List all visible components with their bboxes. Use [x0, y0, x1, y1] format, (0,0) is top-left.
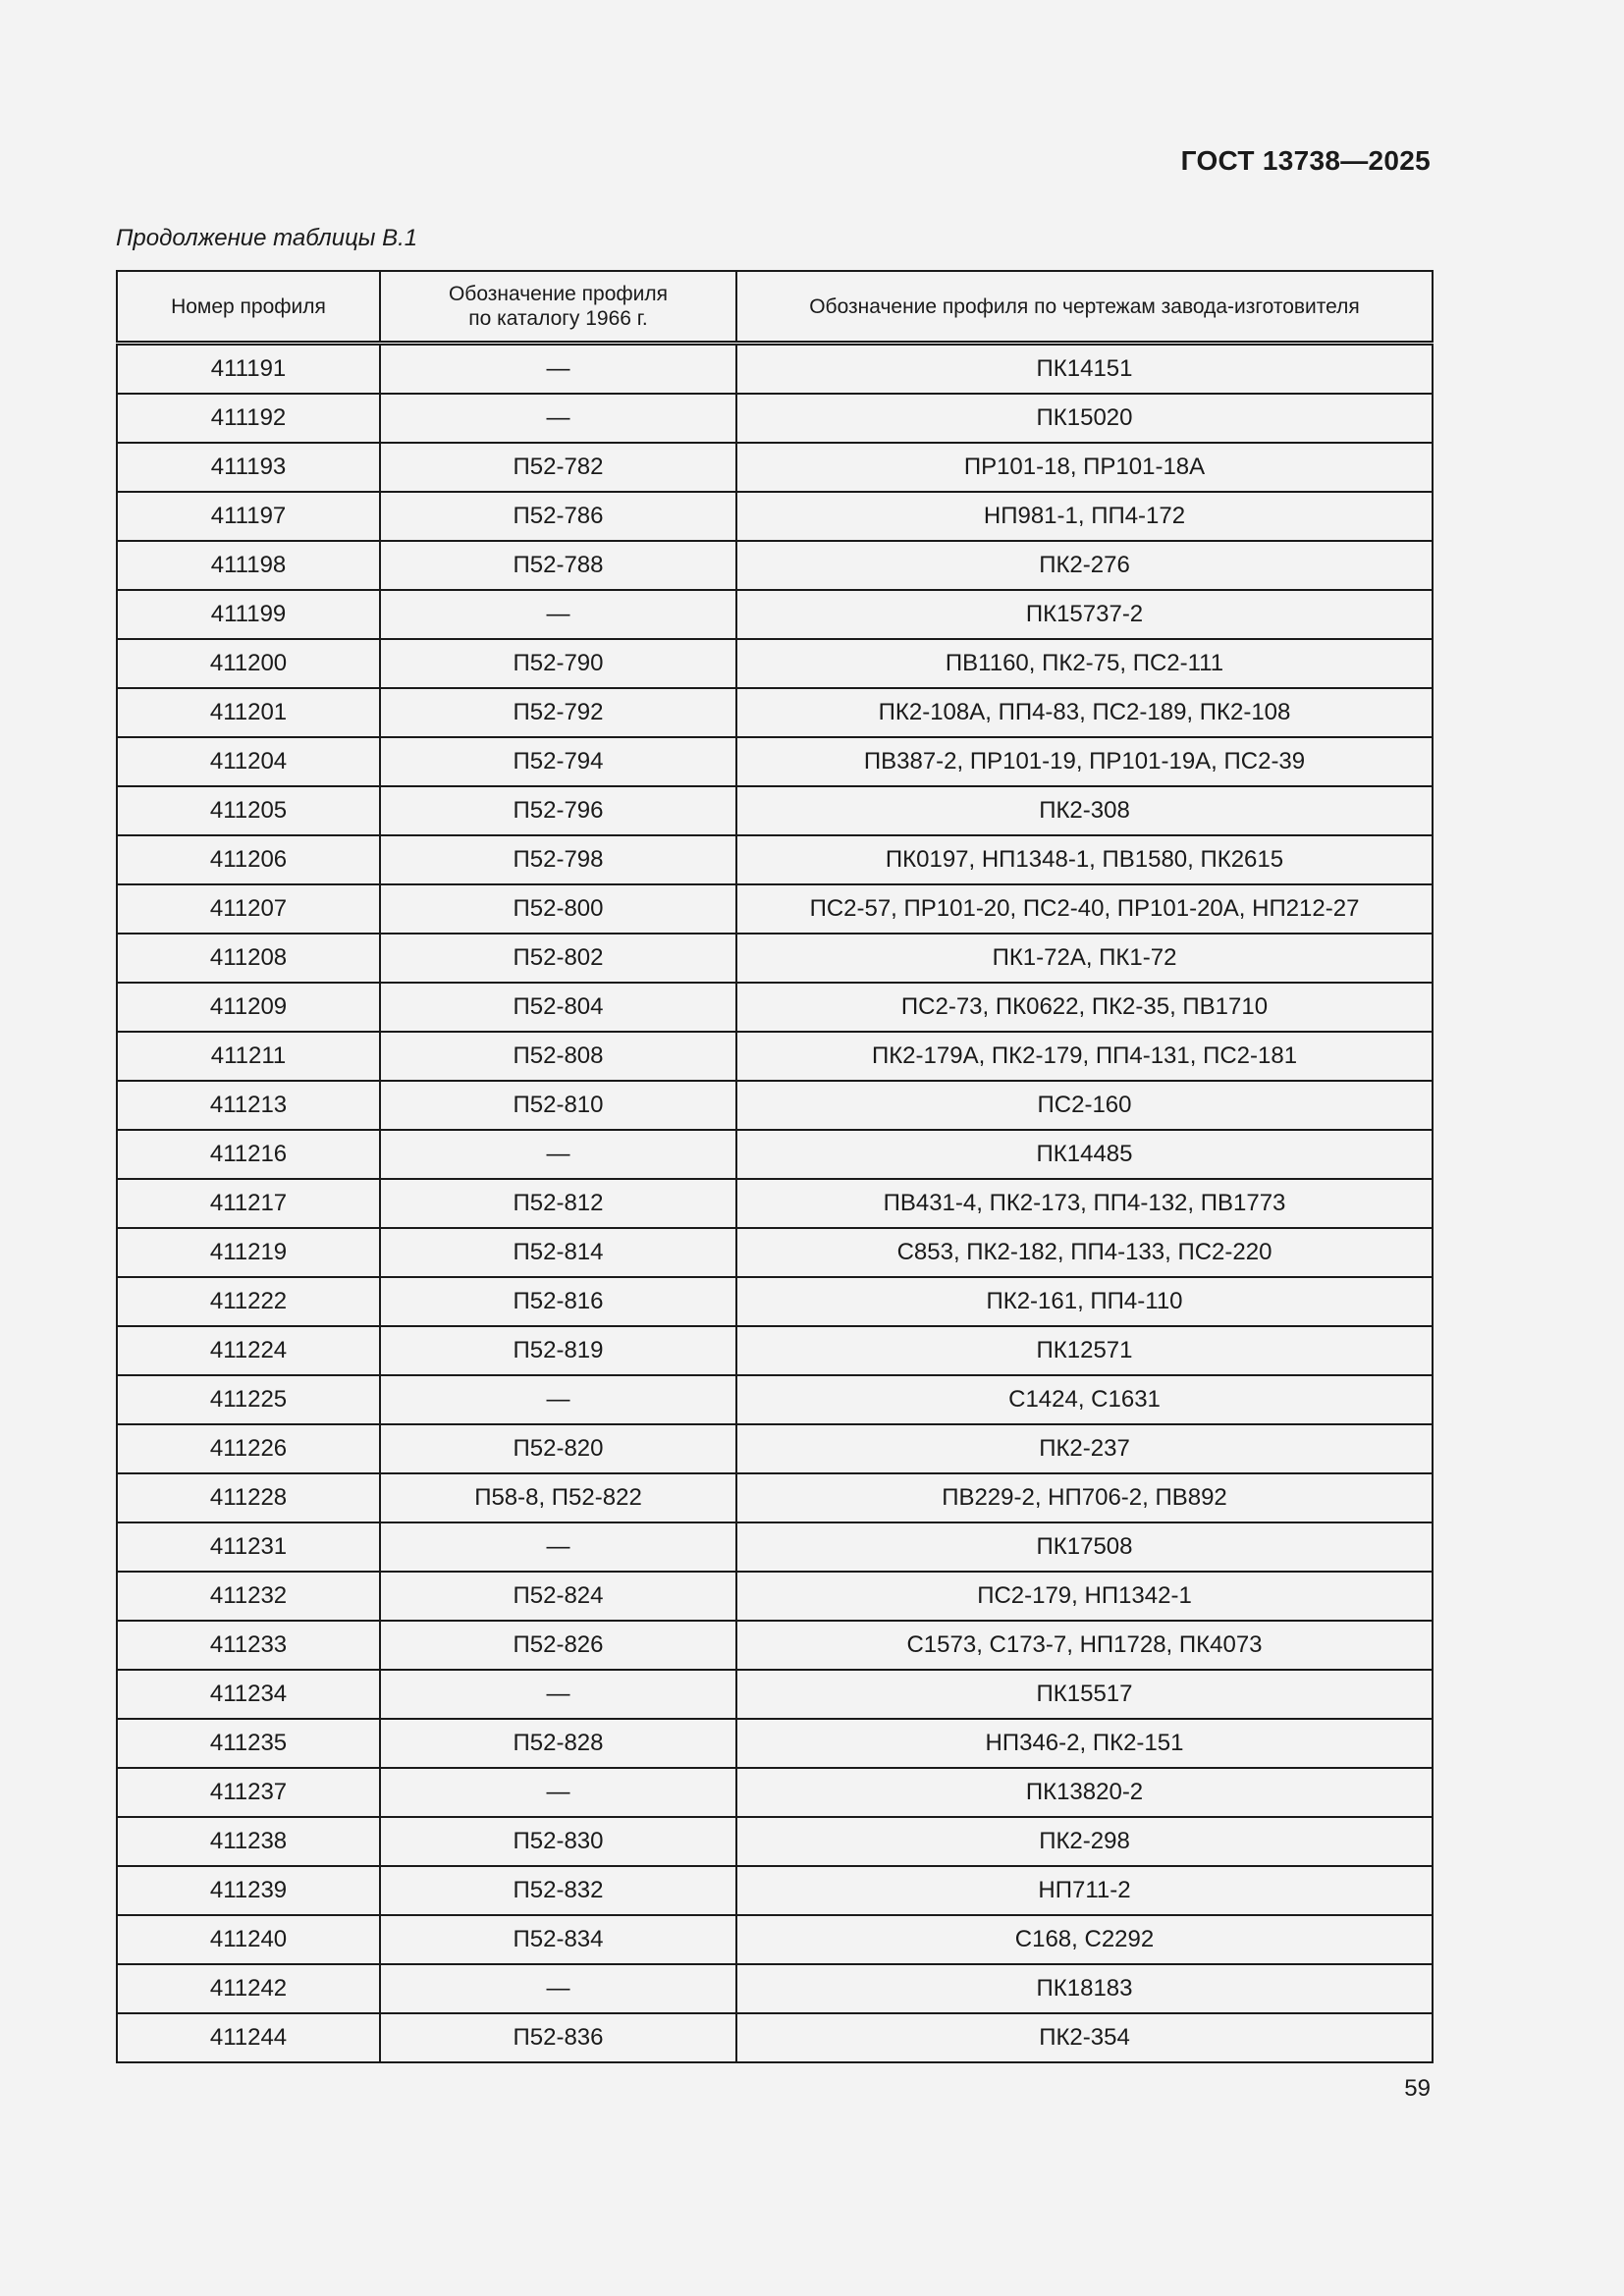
table-row — [117, 1817, 1433, 1866]
document-code: ГОСТ 13738—2025 — [1180, 145, 1431, 176]
cell-factory-drawings: ПК2-354 — [736, 2013, 1433, 2062]
table-row — [117, 786, 1433, 835]
cell-factory-drawings: ПК2-298 — [736, 1817, 1433, 1866]
table-row — [117, 884, 1433, 934]
cell-catalog-1966: П52-834 — [380, 1915, 736, 1964]
cell-profile-number: 411204 — [117, 737, 380, 786]
cell-profile-number: 411239 — [117, 1866, 380, 1915]
cell-catalog-1966: П52-816 — [380, 1277, 736, 1326]
cell-profile-number: 411213 — [117, 1081, 380, 1130]
cell-factory-drawings: ПК14485 — [736, 1130, 1433, 1179]
cell-catalog-1966: П52-790 — [380, 639, 736, 688]
cell-catalog-1966: — — [380, 1375, 736, 1424]
cell-catalog-1966: П52-800 — [380, 884, 736, 934]
cell-factory-drawings: С1573, С173-7, НП1728, ПК4073 — [736, 1621, 1433, 1670]
cell-factory-drawings: ПК12571 — [736, 1326, 1433, 1375]
table-row — [117, 344, 1433, 395]
table-body — [117, 344, 1433, 2063]
cell-catalog-1966: П52-828 — [380, 1719, 736, 1768]
profiles-table — [116, 270, 1434, 2063]
cell-factory-drawings: НП981-1, ПП4-172 — [736, 492, 1433, 541]
table-row — [117, 934, 1433, 983]
cell-profile-number: 411192 — [117, 394, 380, 443]
cell-catalog-1966: П52-782 — [380, 443, 736, 492]
table-row — [117, 2013, 1433, 2062]
cell-factory-drawings: ПК15737-2 — [736, 590, 1433, 639]
cell-catalog-1966: П52-796 — [380, 786, 736, 835]
cell-profile-number: 411217 — [117, 1179, 380, 1228]
table-row — [117, 541, 1433, 590]
cell-catalog-1966: — — [380, 1130, 736, 1179]
cell-catalog-1966: П52-824 — [380, 1572, 736, 1621]
cell-profile-number: 411206 — [117, 835, 380, 884]
cell-factory-drawings: ПК18183 — [736, 1964, 1433, 2013]
cell-profile-number: 411231 — [117, 1522, 380, 1572]
cell-factory-drawings: ПК1-72А, ПК1-72 — [736, 934, 1433, 983]
cell-factory-drawings: ПК13820-2 — [736, 1768, 1433, 1817]
table-row — [117, 443, 1433, 492]
cell-profile-number: 411244 — [117, 2013, 380, 2062]
cell-profile-number: 411200 — [117, 639, 380, 688]
cell-factory-drawings: ПК15517 — [736, 1670, 1433, 1719]
table-row — [117, 1081, 1433, 1130]
header-row — [117, 271, 1433, 344]
cell-factory-drawings: ПК14151 — [736, 344, 1433, 395]
cell-factory-drawings: ПВ229-2, НП706-2, ПВ892 — [736, 1473, 1433, 1522]
page-number: 59 — [1404, 2075, 1431, 2102]
cell-factory-drawings: ПВ387-2, ПР101-19, ПР101-19А, ПС2-39 — [736, 737, 1433, 786]
cell-profile-number: 411237 — [117, 1768, 380, 1817]
cell-factory-drawings: ПК2-179А, ПК2-179, ПП4-131, ПС2-181 — [736, 1032, 1433, 1081]
cell-profile-number: 411207 — [117, 884, 380, 934]
table-row — [117, 492, 1433, 541]
cell-profile-number: 411242 — [117, 1964, 380, 2013]
table-row — [117, 394, 1433, 443]
cell-profile-number: 411224 — [117, 1326, 380, 1375]
cell-catalog-1966: П52-830 — [380, 1817, 736, 1866]
cell-profile-number: 411226 — [117, 1424, 380, 1473]
table-row — [117, 1130, 1433, 1179]
table-row — [117, 639, 1433, 688]
cell-profile-number: 411197 — [117, 492, 380, 541]
cell-factory-drawings: ПК2-161, ПП4-110 — [736, 1277, 1433, 1326]
table-caption: Продолжение таблицы В.1 — [116, 225, 418, 251]
cell-factory-drawings: ПК0197, НП1348-1, ПВ1580, ПК2615 — [736, 835, 1433, 884]
table-row — [117, 1277, 1433, 1326]
cell-factory-drawings: ПК17508 — [736, 1522, 1433, 1572]
table-row — [117, 1473, 1433, 1522]
cell-catalog-1966: П52-812 — [380, 1179, 736, 1228]
cell-factory-drawings: С853, ПК2-182, ПП4-133, ПС2-220 — [736, 1228, 1433, 1277]
cell-profile-number: 411208 — [117, 934, 380, 983]
cell-profile-number: 411198 — [117, 541, 380, 590]
cell-profile-number: 411205 — [117, 786, 380, 835]
cell-profile-number: 411235 — [117, 1719, 380, 1768]
table-row — [117, 1179, 1433, 1228]
cell-catalog-1966: — — [380, 590, 736, 639]
cell-catalog-1966: П52-826 — [380, 1621, 736, 1670]
column-header-profile-number: Номер профиля — [117, 271, 380, 344]
table-row — [117, 1032, 1433, 1081]
cell-catalog-1966: П52-804 — [380, 983, 736, 1032]
cell-profile-number: 411233 — [117, 1621, 380, 1670]
cell-factory-drawings: ПК2-108А, ПП4-83, ПС2-189, ПК2-108 — [736, 688, 1433, 737]
table-row — [117, 983, 1433, 1032]
table-row — [117, 1719, 1433, 1768]
cell-profile-number: 411209 — [117, 983, 380, 1032]
cell-profile-number: 411193 — [117, 443, 380, 492]
table-row — [117, 590, 1433, 639]
cell-profile-number: 411232 — [117, 1572, 380, 1621]
column-header-catalog-1966-text: Обозначение профиля по каталогу 1966 г. — [448, 283, 669, 330]
cell-catalog-1966: — — [380, 394, 736, 443]
cell-factory-drawings: ПС2-160 — [736, 1081, 1433, 1130]
cell-catalog-1966: П52-810 — [380, 1081, 736, 1130]
cell-catalog-1966: П52-798 — [380, 835, 736, 884]
cell-catalog-1966: П52-794 — [380, 737, 736, 786]
cell-profile-number: 411211 — [117, 1032, 380, 1081]
cell-catalog-1966: — — [380, 1768, 736, 1817]
cell-profile-number: 411201 — [117, 688, 380, 737]
cell-catalog-1966: П52-832 — [380, 1866, 736, 1915]
table-row — [117, 1375, 1433, 1424]
cell-catalog-1966: — — [380, 1522, 736, 1572]
cell-factory-drawings: ПВ1160, ПК2-75, ПС2-111 — [736, 639, 1433, 688]
cell-profile-number: 411191 — [117, 344, 380, 395]
cell-catalog-1966: П52-814 — [380, 1228, 736, 1277]
table-row — [117, 835, 1433, 884]
cell-factory-drawings: С168, С2292 — [736, 1915, 1433, 1964]
cell-profile-number: 411238 — [117, 1817, 380, 1866]
table-row — [117, 688, 1433, 737]
table-row — [117, 1964, 1433, 2013]
cell-profile-number: 411199 — [117, 590, 380, 639]
cell-profile-number: 411219 — [117, 1228, 380, 1277]
table-row — [117, 1621, 1433, 1670]
cell-factory-drawings: НП346-2, ПК2-151 — [736, 1719, 1433, 1768]
cell-factory-drawings: ПС2-73, ПК0622, ПК2-35, ПВ1710 — [736, 983, 1433, 1032]
cell-catalog-1966: П52-802 — [380, 934, 736, 983]
cell-profile-number: 411216 — [117, 1130, 380, 1179]
cell-profile-number: 411228 — [117, 1473, 380, 1522]
cell-catalog-1966: П52-819 — [380, 1326, 736, 1375]
cell-factory-drawings: С1424, С1631 — [736, 1375, 1433, 1424]
cell-catalog-1966: П52-820 — [380, 1424, 736, 1473]
cell-profile-number: 411222 — [117, 1277, 380, 1326]
cell-catalog-1966: П52-808 — [380, 1032, 736, 1081]
table-row — [117, 737, 1433, 786]
cell-catalog-1966: — — [380, 1964, 736, 2013]
cell-catalog-1966: П58-8, П52-822 — [380, 1473, 736, 1522]
cell-profile-number: 411225 — [117, 1375, 380, 1424]
cell-catalog-1966: П52-836 — [380, 2013, 736, 2062]
table-row — [117, 1522, 1433, 1572]
cell-catalog-1966: — — [380, 1670, 736, 1719]
column-header-factory-drawings: Обозначение профиля по чертежам завода-изготовителя — [736, 271, 1433, 344]
cell-factory-drawings: ПР101-18, ПР101-18А — [736, 443, 1433, 492]
table-row — [117, 1326, 1433, 1375]
cell-factory-drawings: ПК2-308 — [736, 786, 1433, 835]
column-header-catalog-1966 — [380, 271, 736, 344]
cell-factory-drawings: ПС2-179, НП1342-1 — [736, 1572, 1433, 1621]
cell-factory-drawings: НП711-2 — [736, 1866, 1433, 1915]
cell-catalog-1966: П52-792 — [380, 688, 736, 737]
cell-factory-drawings: ПК15020 — [736, 394, 1433, 443]
table-row — [117, 1424, 1433, 1473]
table-row — [117, 1228, 1433, 1277]
table-row — [117, 1670, 1433, 1719]
cell-catalog-1966: П52-788 — [380, 541, 736, 590]
table-row — [117, 1572, 1433, 1621]
table-row — [117, 1915, 1433, 1964]
cell-profile-number: 411234 — [117, 1670, 380, 1719]
table-row — [117, 1768, 1433, 1817]
table-header — [117, 271, 1433, 344]
cell-factory-drawings: ПС2-57, ПР101-20, ПС2-40, ПР101-20А, НП212-27 — [736, 884, 1433, 934]
cell-profile-number: 411240 — [117, 1915, 380, 1964]
cell-catalog-1966: — — [380, 344, 736, 395]
cell-catalog-1966: П52-786 — [380, 492, 736, 541]
table-row — [117, 1866, 1433, 1915]
cell-factory-drawings: ПК2-276 — [736, 541, 1433, 590]
cell-factory-drawings: ПК2-237 — [736, 1424, 1433, 1473]
cell-factory-drawings: ПВ431-4, ПК2-173, ПП4-132, ПВ1773 — [736, 1179, 1433, 1228]
